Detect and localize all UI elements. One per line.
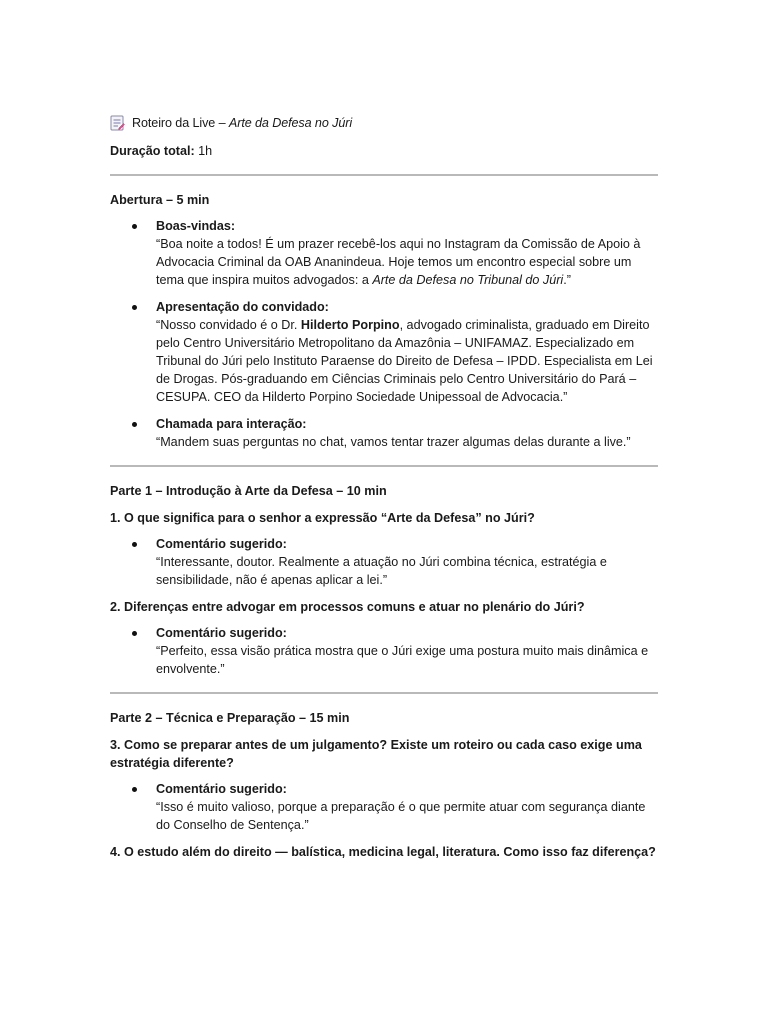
item-text-italic: Arte da Defesa no Tribunal do Júri: [372, 273, 564, 287]
section-parte2-title: Parte 2 – Técnica e Preparação – 15 min: [110, 711, 350, 725]
list-item: [110, 535, 658, 589]
item-text-part: .”: [563, 273, 571, 287]
bullet-icon: [132, 422, 137, 427]
section-parte1-title: Parte 1 – Introdução à Arte da Defesa – 10 min: [110, 484, 387, 498]
item-text: “Interessante, doutor. Realmente a atuação no Júri combina técnica, estratégia e sensibilidade, não é apenas aplicar a lei.”: [156, 555, 607, 587]
duration-value: 1h: [194, 144, 213, 158]
question-2: 2. Diferenças entre advogar em processos comuns e atuar no plenário do Júri?: [110, 600, 585, 614]
document-title: [110, 114, 658, 132]
abertura-list: [110, 217, 658, 451]
item-text-part: “Boa noite a todos! É um prazer recebê-los aqui no Instagram da Comissão de Apoio à Advocacia Criminal da OAB Ananindeua. Hoje temos um encontro especial sobre um tema que inspira muitos advogados: a: [156, 237, 641, 287]
item-label: Comentário sugerido:: [156, 782, 287, 796]
divider: [110, 174, 658, 176]
document-content: [110, 114, 658, 861]
title-italic: Arte da Defesa no Júri: [228, 116, 353, 130]
item-text: [156, 237, 640, 287]
item-text: “Mandem suas perguntas no chat, vamos tentar trazer algumas delas durante a live.”: [156, 435, 631, 449]
item-text-part: , advogado criminalista, graduado em Direito pelo Centro Universitário Metropolitano da Amazônia – UNIFAMAZ. Especializado em Tribunal do Júri pelo Instituto Paraense do Direito de Defesa – IPDD. Especialista em Lei de Drogas. Pós-graduando em Ciências Criminais pelo Centro Universitário do Pará – CESUPA. CEO da Hilderto Porpino Sociedade Unipessoal de Advocacia.”: [156, 318, 653, 404]
item-text: [156, 318, 653, 404]
question-4: 4. O estudo além do direito — balística, medicina legal, literatura. Como isso faz diferença?: [110, 845, 656, 859]
section-abertura-title: Abertura – 5 min: [110, 193, 210, 207]
divider: [110, 465, 658, 467]
item-label: Boas-vindas:: [156, 219, 236, 233]
divider: [110, 692, 658, 694]
list-item: [110, 780, 658, 834]
item-text-part: “Nosso convidado é o Dr.: [156, 318, 301, 332]
bullet-icon: [132, 787, 137, 792]
question-3: 3. Como se preparar antes de um julgamento? Existe um roteiro ou cada caso exige uma estratégia diferente?: [110, 738, 642, 770]
q2-comment-list: [110, 624, 658, 678]
bullet-icon: [132, 631, 137, 636]
list-item: [110, 298, 658, 406]
duration-label: Duração total:: [110, 144, 195, 158]
document-memo-icon: [110, 115, 125, 131]
bullet-icon: [132, 305, 137, 310]
item-label: Chamada para interação:: [156, 417, 307, 431]
title-prefix: Roteiro da Live –: [132, 116, 229, 130]
item-label: Apresentação do convidado:: [156, 300, 329, 314]
list-item: [110, 624, 658, 678]
list-item: [110, 415, 658, 451]
q1-comment-list: [110, 535, 658, 589]
bullet-icon: [132, 224, 137, 229]
question-1: 1. O que significa para o senhor a expressão “Arte da Defesa” no Júri?: [110, 511, 535, 525]
list-item: [110, 217, 658, 289]
guest-name: Hilderto Porpino: [300, 318, 400, 332]
item-label: Comentário sugerido:: [156, 537, 287, 551]
item-text: “Perfeito, essa visão prática mostra que o Júri exige uma postura muito mais dinâmica e envolvente.”: [156, 644, 649, 676]
q3-comment-list: [110, 780, 658, 834]
item-label: Comentário sugerido:: [156, 626, 287, 640]
item-text: “Isso é muito valioso, porque a preparação é o que permite atuar com segurança diante do Conselho de Sentença.”: [156, 800, 646, 832]
bullet-icon: [132, 542, 137, 547]
total-duration: [110, 142, 658, 160]
